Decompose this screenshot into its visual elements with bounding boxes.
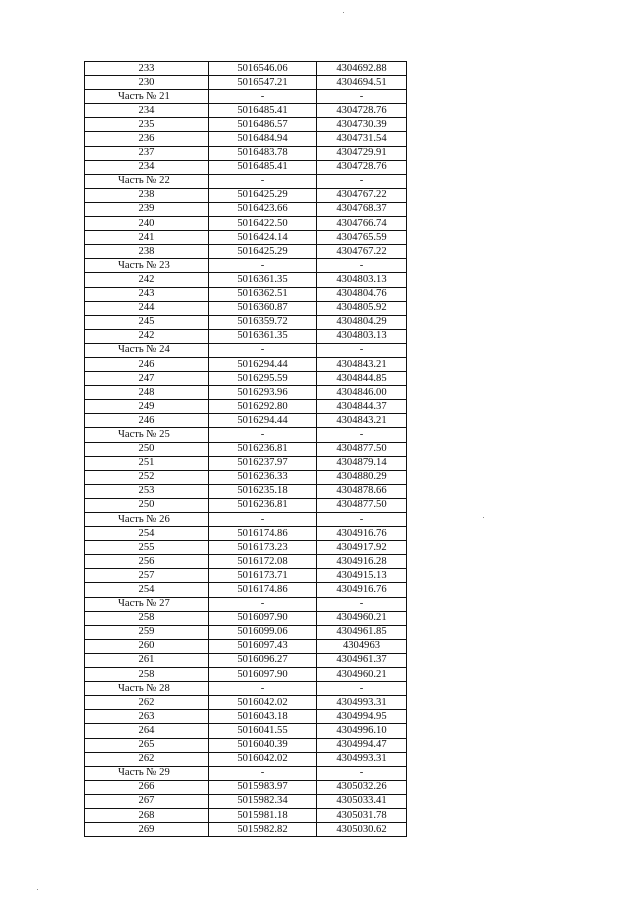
x-coordinate-cell: - (209, 682, 317, 696)
y-coordinate-cell: - (317, 259, 407, 273)
y-coordinate-cell: 4304730.39 (317, 118, 407, 132)
table-row (85, 808, 407, 822)
y-coordinate-cell: 4304960.21 (317, 611, 407, 625)
part-label-cell: Часть № 27 (85, 597, 209, 611)
part-label-cell: Часть № 24 (85, 343, 209, 357)
scan-speck-bottom (37, 889, 38, 890)
y-coordinate-cell: 4304766.74 (317, 217, 407, 231)
coordinates-table (84, 61, 407, 837)
part-label-cell: Часть № 28 (85, 682, 209, 696)
y-coordinate-cell: 4304767.22 (317, 188, 407, 202)
y-coordinate-cell: 4304993.31 (317, 752, 407, 766)
table-row (85, 442, 407, 456)
x-coordinate-cell: 5016042.02 (209, 696, 317, 710)
part-header-row (85, 513, 407, 527)
point-number-cell: 267 (85, 794, 209, 808)
x-coordinate-cell: 5016361.35 (209, 329, 317, 343)
table-row (85, 273, 407, 287)
table-row (85, 780, 407, 794)
point-number-cell: 265 (85, 738, 209, 752)
point-number-cell: 268 (85, 808, 209, 822)
point-number-cell: 255 (85, 541, 209, 555)
point-number-cell: 239 (85, 202, 209, 216)
y-coordinate-cell: 4304805.92 (317, 301, 407, 315)
x-coordinate-cell: 5016359.72 (209, 315, 317, 329)
part-header-row (85, 597, 407, 611)
x-coordinate-cell: 5016096.27 (209, 653, 317, 667)
y-coordinate-cell: 4305031.78 (317, 808, 407, 822)
x-coordinate-cell: 5016486.57 (209, 118, 317, 132)
table-row (85, 372, 407, 386)
x-coordinate-cell: 5016484.94 (209, 132, 317, 146)
x-coordinate-cell: 5015983.97 (209, 780, 317, 794)
y-coordinate-cell: 4304915.13 (317, 569, 407, 583)
y-coordinate-cell: 4304961.37 (317, 653, 407, 667)
point-number-cell: 244 (85, 301, 209, 315)
scan-speck-right (483, 517, 484, 518)
y-coordinate-cell: 4305030.62 (317, 823, 407, 837)
x-coordinate-cell: - (209, 766, 317, 780)
x-coordinate-cell: - (209, 259, 317, 273)
point-number-cell: 235 (85, 118, 209, 132)
x-coordinate-cell: 5015982.82 (209, 823, 317, 837)
x-coordinate-cell: - (209, 513, 317, 527)
point-number-cell: 263 (85, 710, 209, 724)
x-coordinate-cell: 5016425.29 (209, 245, 317, 259)
x-coordinate-cell: 5016042.02 (209, 752, 317, 766)
table-row (85, 386, 407, 400)
y-coordinate-cell: 4304994.95 (317, 710, 407, 724)
part-header-row (85, 428, 407, 442)
table-row (85, 329, 407, 343)
x-coordinate-cell: 5016236.81 (209, 442, 317, 456)
table-row (85, 710, 407, 724)
y-coordinate-cell: 4304844.85 (317, 372, 407, 386)
y-coordinate-cell: 4305032.26 (317, 780, 407, 794)
y-coordinate-cell: 4304731.54 (317, 132, 407, 146)
table-row (85, 470, 407, 484)
table-row (85, 456, 407, 470)
point-number-cell: 238 (85, 188, 209, 202)
y-coordinate-cell: 4304917.92 (317, 541, 407, 555)
table-row (85, 498, 407, 512)
point-number-cell: 262 (85, 752, 209, 766)
part-label-cell: Часть № 25 (85, 428, 209, 442)
y-coordinate-cell: 4304804.29 (317, 315, 407, 329)
x-coordinate-cell: 5016547.21 (209, 76, 317, 90)
y-coordinate-cell: 4304879.14 (317, 456, 407, 470)
x-coordinate-cell: 5016424.14 (209, 231, 317, 245)
part-header-row (85, 766, 407, 780)
x-coordinate-cell: - (209, 174, 317, 188)
y-coordinate-cell: 4304916.76 (317, 527, 407, 541)
table-row (85, 62, 407, 76)
part-header-row (85, 174, 407, 188)
y-coordinate-cell: 4304803.13 (317, 329, 407, 343)
point-number-cell: 233 (85, 62, 209, 76)
table-row (85, 484, 407, 498)
point-number-cell: 246 (85, 414, 209, 428)
y-coordinate-cell: - (317, 343, 407, 357)
point-number-cell: 250 (85, 498, 209, 512)
part-label-cell: Часть № 22 (85, 174, 209, 188)
table-row (85, 132, 407, 146)
point-number-cell: 261 (85, 653, 209, 667)
y-coordinate-cell: 4304880.29 (317, 470, 407, 484)
point-number-cell: 238 (85, 245, 209, 259)
part-label-cell: Часть № 23 (85, 259, 209, 273)
y-coordinate-cell: 4304767.22 (317, 245, 407, 259)
point-number-cell: 234 (85, 160, 209, 174)
x-coordinate-cell: 5016423.66 (209, 202, 317, 216)
y-coordinate-cell: 4304993.31 (317, 696, 407, 710)
table-row (85, 301, 407, 315)
x-coordinate-cell: 5015981.18 (209, 808, 317, 822)
x-coordinate-cell: 5016361.35 (209, 273, 317, 287)
table-row (85, 188, 407, 202)
y-coordinate-cell: - (317, 597, 407, 611)
point-number-cell: 243 (85, 287, 209, 301)
point-number-cell: 266 (85, 780, 209, 794)
x-coordinate-cell: 5016485.41 (209, 104, 317, 118)
point-number-cell: 246 (85, 357, 209, 371)
x-coordinate-cell: - (209, 597, 317, 611)
y-coordinate-cell: 4304877.50 (317, 442, 407, 456)
point-number-cell: 250 (85, 442, 209, 456)
part-label-cell: Часть № 21 (85, 90, 209, 104)
y-coordinate-cell: - (317, 513, 407, 527)
x-coordinate-cell: 5016172.08 (209, 555, 317, 569)
point-number-cell: 242 (85, 273, 209, 287)
x-coordinate-cell: 5016483.78 (209, 146, 317, 160)
point-number-cell: 247 (85, 372, 209, 386)
table-row (85, 118, 407, 132)
y-coordinate-cell: 4304729.91 (317, 146, 407, 160)
x-coordinate-cell: 5016041.55 (209, 724, 317, 738)
y-coordinate-cell: 4304916.76 (317, 583, 407, 597)
y-coordinate-cell: 4304960.21 (317, 668, 407, 682)
y-coordinate-cell: 4304877.50 (317, 498, 407, 512)
y-coordinate-cell: 4304803.13 (317, 273, 407, 287)
x-coordinate-cell: 5016097.43 (209, 639, 317, 653)
y-coordinate-cell: - (317, 766, 407, 780)
table-row (85, 287, 407, 301)
y-coordinate-cell: - (317, 174, 407, 188)
point-number-cell: 234 (85, 104, 209, 118)
y-coordinate-cell: - (317, 682, 407, 696)
table-row (85, 414, 407, 428)
x-coordinate-cell: 5016097.90 (209, 611, 317, 625)
x-coordinate-cell: 5016362.51 (209, 287, 317, 301)
y-coordinate-cell: 4304846.00 (317, 386, 407, 400)
y-coordinate-cell: 4304996.10 (317, 724, 407, 738)
point-number-cell: 258 (85, 611, 209, 625)
y-coordinate-cell: 4304961.85 (317, 625, 407, 639)
point-number-cell: 245 (85, 315, 209, 329)
x-coordinate-cell: 5016237.97 (209, 456, 317, 470)
y-coordinate-cell: 4304768.37 (317, 202, 407, 216)
x-coordinate-cell: 5015982.34 (209, 794, 317, 808)
part-header-row (85, 682, 407, 696)
x-coordinate-cell: 5016099.06 (209, 625, 317, 639)
y-coordinate-cell: 4304843.21 (317, 414, 407, 428)
x-coordinate-cell: 5016422.50 (209, 217, 317, 231)
table-row (85, 724, 407, 738)
table-row (85, 653, 407, 667)
table-row (85, 527, 407, 541)
scan-speck-top (343, 12, 344, 13)
table-row (85, 217, 407, 231)
table-row (85, 357, 407, 371)
table-row (85, 794, 407, 808)
table-row (85, 146, 407, 160)
x-coordinate-cell: 5016174.86 (209, 527, 317, 541)
part-label-cell: Часть № 29 (85, 766, 209, 780)
x-coordinate-cell: 5016235.18 (209, 484, 317, 498)
table-row (85, 555, 407, 569)
point-number-cell: 236 (85, 132, 209, 146)
point-number-cell: 241 (85, 231, 209, 245)
table-row (85, 160, 407, 174)
table-row (85, 752, 407, 766)
part-header-row (85, 343, 407, 357)
y-coordinate-cell: 4304692.88 (317, 62, 407, 76)
table-row (85, 541, 407, 555)
y-coordinate-cell: 4304765.59 (317, 231, 407, 245)
y-coordinate-cell: 4304878.66 (317, 484, 407, 498)
table-row (85, 611, 407, 625)
x-coordinate-cell: - (209, 343, 317, 357)
x-coordinate-cell: 5016236.81 (209, 498, 317, 512)
y-coordinate-cell: 4304963 (317, 639, 407, 653)
x-coordinate-cell: 5016294.44 (209, 357, 317, 371)
point-number-cell: 251 (85, 456, 209, 470)
table-row (85, 583, 407, 597)
y-coordinate-cell: 4304694.51 (317, 76, 407, 90)
coordinates-table-body (85, 62, 407, 837)
point-number-cell: 254 (85, 583, 209, 597)
table-row (85, 400, 407, 414)
point-number-cell: 269 (85, 823, 209, 837)
x-coordinate-cell: 5016292.80 (209, 400, 317, 414)
part-header-row (85, 90, 407, 104)
y-coordinate-cell: 4305033.41 (317, 794, 407, 808)
x-coordinate-cell: 5016043.18 (209, 710, 317, 724)
x-coordinate-cell: 5016294.44 (209, 414, 317, 428)
table-row (85, 245, 407, 259)
point-number-cell: 259 (85, 625, 209, 639)
table-row (85, 231, 407, 245)
table-row (85, 668, 407, 682)
table-row (85, 823, 407, 837)
y-coordinate-cell: - (317, 428, 407, 442)
point-number-cell: 257 (85, 569, 209, 583)
table-row (85, 104, 407, 118)
y-coordinate-cell: 4304728.76 (317, 160, 407, 174)
table-row (85, 315, 407, 329)
point-number-cell: 242 (85, 329, 209, 343)
x-coordinate-cell: 5016236.33 (209, 470, 317, 484)
point-number-cell: 264 (85, 724, 209, 738)
point-number-cell: 230 (85, 76, 209, 90)
x-coordinate-cell: 5016174.86 (209, 583, 317, 597)
point-number-cell: 256 (85, 555, 209, 569)
part-header-row (85, 259, 407, 273)
x-coordinate-cell: 5016546.06 (209, 62, 317, 76)
point-number-cell: 237 (85, 146, 209, 160)
table-row (85, 738, 407, 752)
table-row (85, 569, 407, 583)
point-number-cell: 260 (85, 639, 209, 653)
x-coordinate-cell: 5016485.41 (209, 160, 317, 174)
point-number-cell: 262 (85, 696, 209, 710)
point-number-cell: 253 (85, 484, 209, 498)
x-coordinate-cell: 5016173.23 (209, 541, 317, 555)
x-coordinate-cell: 5016173.71 (209, 569, 317, 583)
x-coordinate-cell: 5016295.59 (209, 372, 317, 386)
table-row (85, 696, 407, 710)
x-coordinate-cell: 5016097.90 (209, 668, 317, 682)
y-coordinate-cell: 4304916.28 (317, 555, 407, 569)
point-number-cell: 252 (85, 470, 209, 484)
table-row (85, 76, 407, 90)
point-number-cell: 254 (85, 527, 209, 541)
x-coordinate-cell: 5016360.87 (209, 301, 317, 315)
point-number-cell: 248 (85, 386, 209, 400)
point-number-cell: 240 (85, 217, 209, 231)
table-row (85, 202, 407, 216)
x-coordinate-cell: 5016425.29 (209, 188, 317, 202)
x-coordinate-cell: - (209, 428, 317, 442)
x-coordinate-cell: 5016040.39 (209, 738, 317, 752)
y-coordinate-cell: 4304804.76 (317, 287, 407, 301)
table-row (85, 639, 407, 653)
table-row (85, 625, 407, 639)
y-coordinate-cell: 4304728.76 (317, 104, 407, 118)
x-coordinate-cell: 5016293.96 (209, 386, 317, 400)
part-label-cell: Часть № 26 (85, 513, 209, 527)
point-number-cell: 249 (85, 400, 209, 414)
point-number-cell: 258 (85, 668, 209, 682)
y-coordinate-cell: 4304843.21 (317, 357, 407, 371)
y-coordinate-cell: - (317, 90, 407, 104)
y-coordinate-cell: 4304844.37 (317, 400, 407, 414)
y-coordinate-cell: 4304994.47 (317, 738, 407, 752)
x-coordinate-cell: - (209, 90, 317, 104)
